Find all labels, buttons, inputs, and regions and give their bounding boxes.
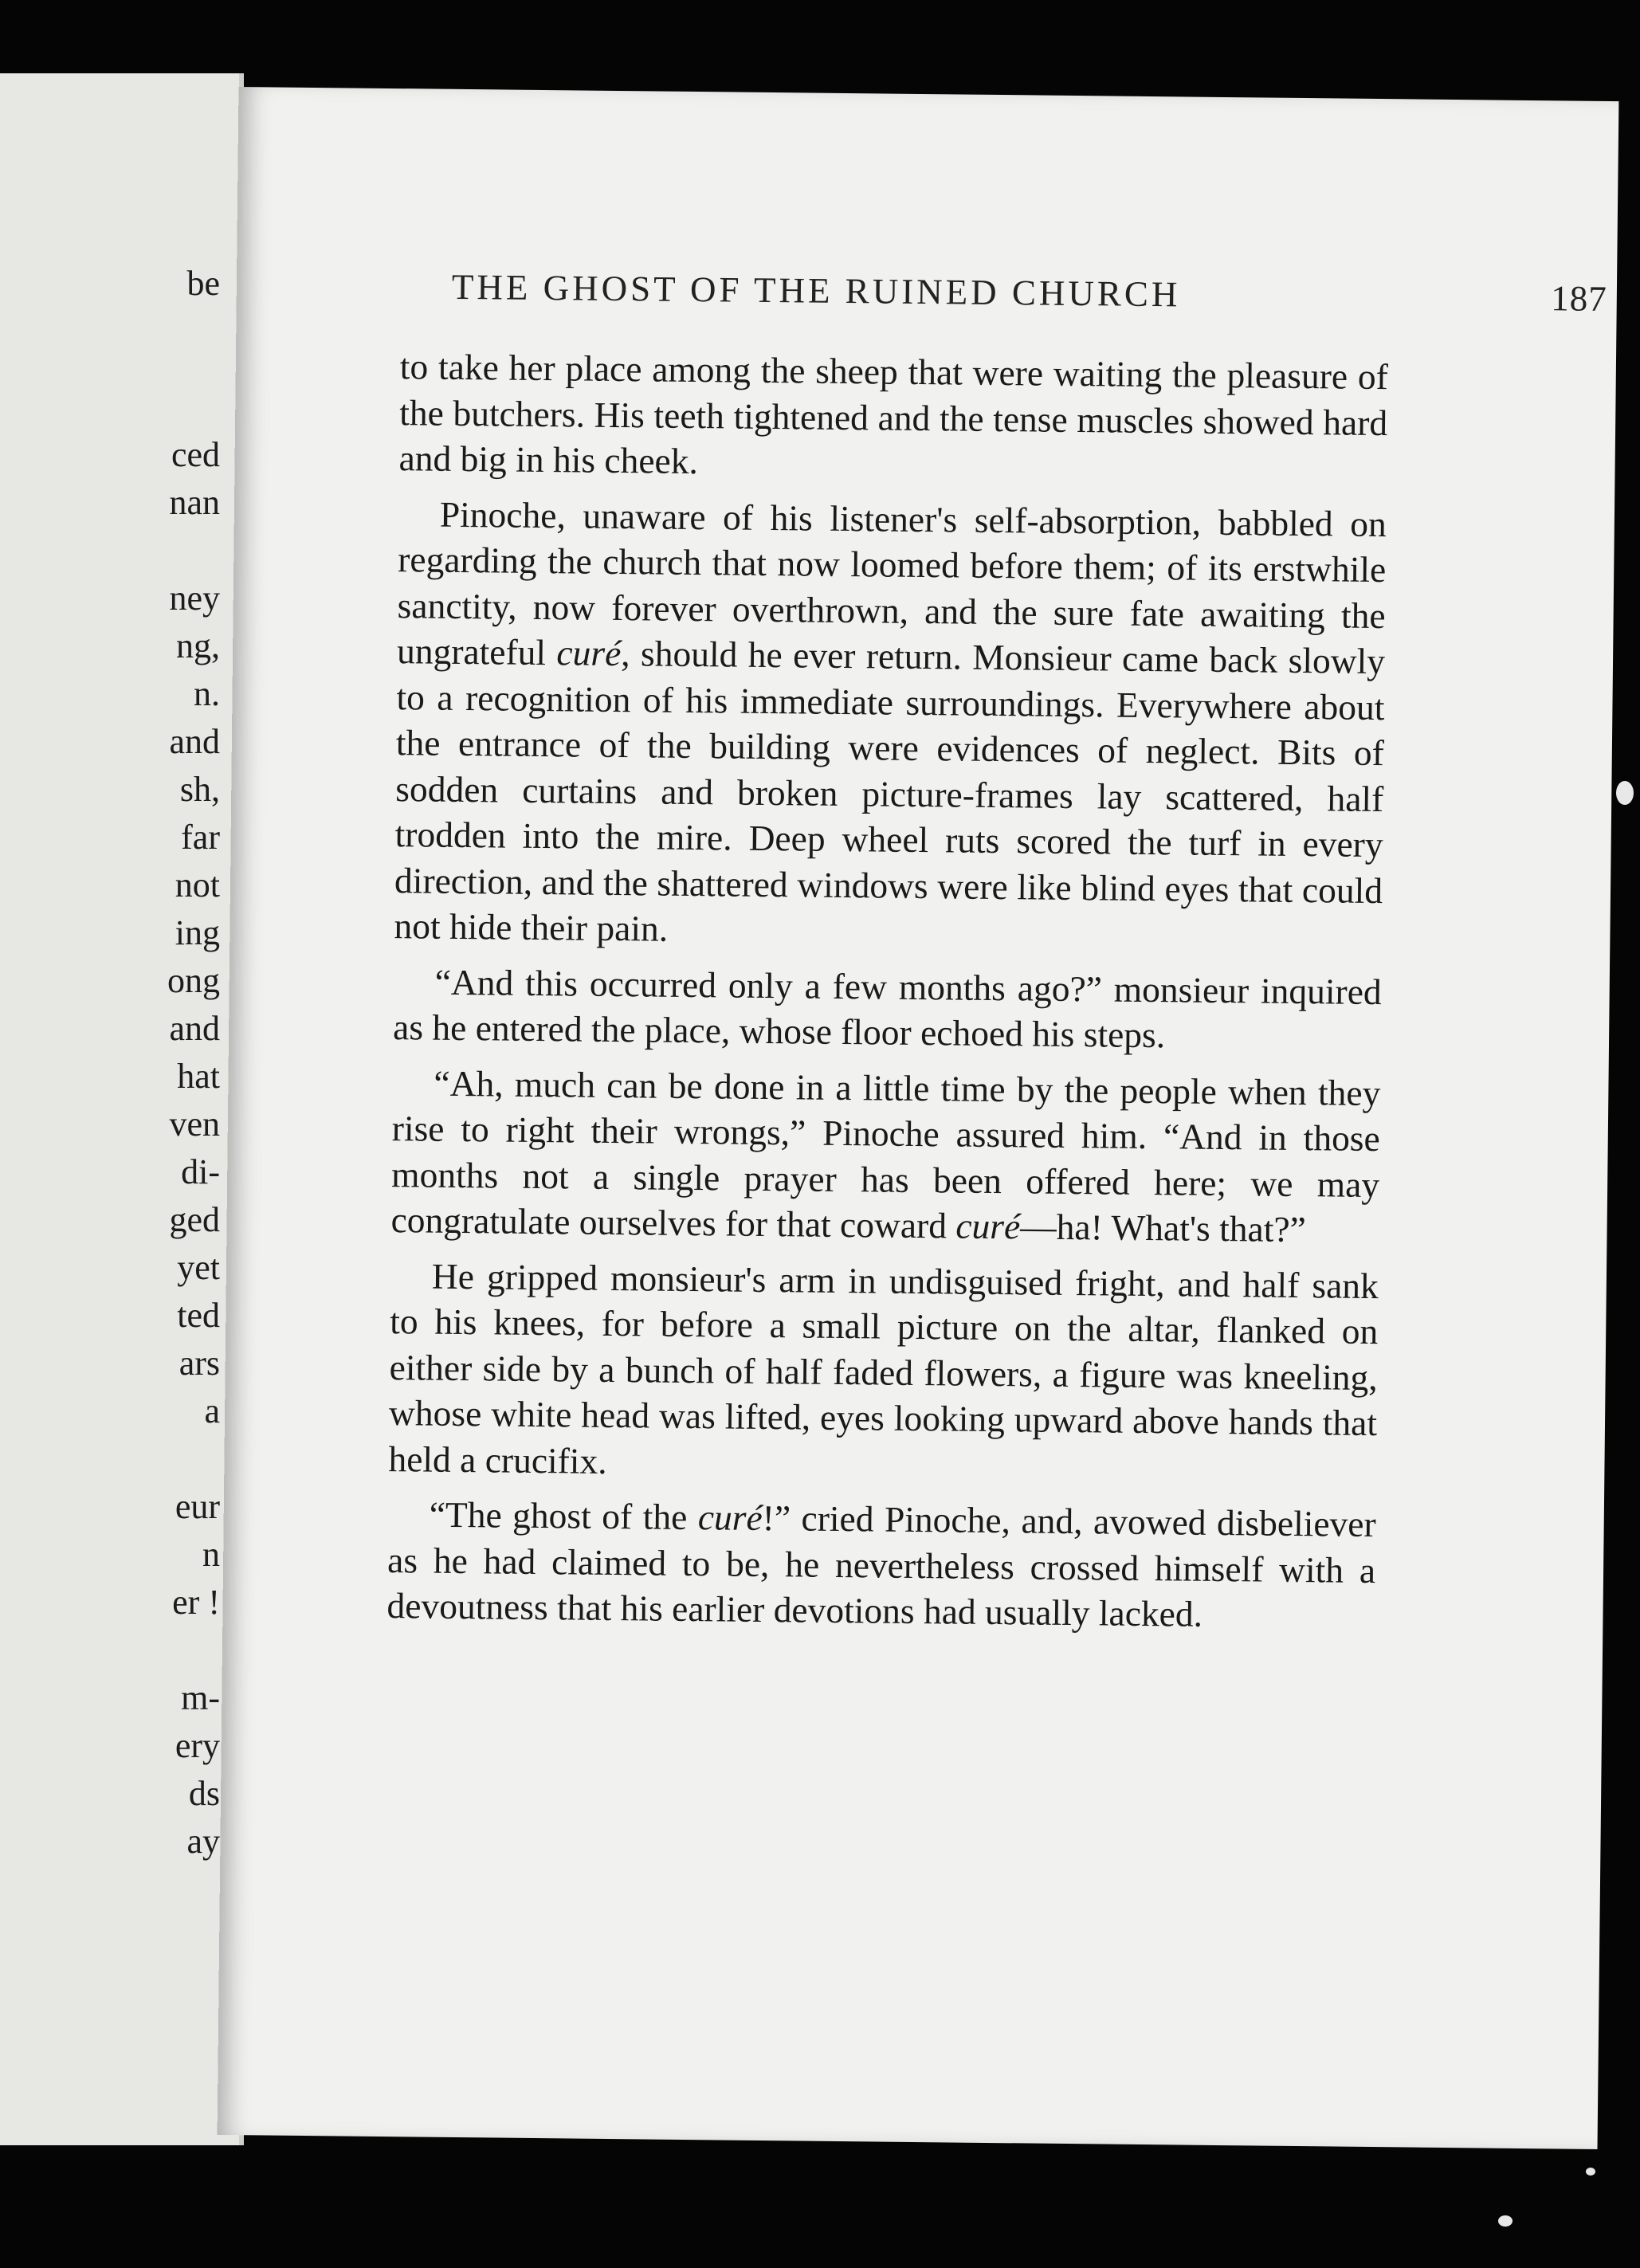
- left-page-fragment: far: [181, 818, 220, 857]
- paragraph: Pinoche, unaware of his listener's self-absorption, babbled on regarding the church that now loomed before them; of its erstwhile sanctity, now forever overthrown, and the sure fate awaiting the ungrateful curé, should he ever return. Monsieur came back slowly to a recognition of his immediate surroundings. Everywhere about the entrance of the building were evidences of neglect. Bits of sodden curtains and broken picture-frames lay scattered, half trodden into the mire. Deep wheel ruts scored the turf in every direction, and the shattered windows were like blind eyes that could not hide their pain.: [394, 493, 1387, 949]
- book-page: [218, 87, 1619, 2149]
- left-page-fragment: m-: [181, 1678, 220, 1717]
- left-page-fragment: be: [186, 264, 220, 303]
- italic-word: curé: [697, 1497, 763, 1538]
- italic-word: curé: [556, 632, 622, 674]
- left-page-fragment: ven: [169, 1105, 220, 1144]
- left-page-fragment: ing: [175, 913, 220, 952]
- left-page-fragment: ds: [188, 1774, 220, 1813]
- left-page-fragment: er !: [172, 1583, 220, 1622]
- left-page-fragment: not: [175, 865, 220, 904]
- scan-speck: [1498, 2215, 1512, 2227]
- left-page-fragment: di-: [181, 1152, 220, 1191]
- left-page-fragment: sh,: [179, 770, 220, 809]
- left-page-fragment: yet: [177, 1248, 220, 1287]
- left-page-fragment: and: [169, 722, 220, 761]
- paragraph: “Ah, much can be done in a little time by the people when they rise to right their wrongs,” Pinoche assured him. “And in those months not a single prayer has been offered here; we may congratulate ourselves for that coward curé—ha! What's that?”: [390, 1062, 1381, 1250]
- running-head: [452, 266, 1607, 320]
- running-head-title: THE GHOST OF THE RUINED CHURCH: [451, 266, 1181, 315]
- left-page-fragment: and: [169, 1009, 220, 1048]
- scan-speck: [1586, 2168, 1595, 2176]
- italic-word: curé: [955, 1205, 1021, 1247]
- page-number: 187: [1551, 278, 1608, 319]
- left-page-fragment: ars: [179, 1344, 220, 1383]
- paragraph: “The ghost of the curé!” cried Pinoche, and, avowed disbeliever as he had claimed to be, he nevertheless crossed himself with a devoutness that his earlier devotions had usually lacked.: [386, 1493, 1376, 1634]
- left-page-fragment: ng,: [176, 626, 220, 665]
- paragraph: He gripped monsieur's arm in undisguised fright, and half sank to his knees, for before a small picture on the altar, flanked on either side by a bunch of half faded flowers, a figure was kneeling, whose white head was lifted, eyes looking upward above hands that held a crucifix.: [388, 1255, 1379, 1481]
- left-page-fragment: hat: [177, 1057, 220, 1096]
- previous-page-edge: [0, 73, 244, 2145]
- body-text: [386, 343, 1388, 1638]
- left-page-fragment: ney: [169, 579, 220, 618]
- paragraph: “And this occurred only a few months ago?” monsieur inquired as he entered the place, whose floor echoed his steps.: [392, 961, 1382, 1056]
- left-page-fragment: n.: [194, 674, 220, 713]
- scan-speck: [1616, 781, 1634, 805]
- paragraph: to take her place among the sheep that were waiting the pleasure of the butchers. His teeth tightened and the tense muscles showed hard and big in his cheek.: [398, 346, 1389, 482]
- left-page-fragment: ay: [186, 1822, 220, 1861]
- left-page-fragment: ged: [169, 1200, 220, 1239]
- left-page-fragment: nan: [169, 483, 220, 522]
- left-page-fragment: a: [204, 1391, 220, 1430]
- left-page-fragment: ong: [167, 961, 220, 1000]
- left-page-fragment: n: [202, 1535, 220, 1574]
- left-page-fragment: ced: [171, 435, 220, 474]
- left-page-fragment: eur: [175, 1487, 220, 1526]
- left-page-fragment: ted: [177, 1296, 220, 1335]
- left-page-fragment: ery: [175, 1726, 220, 1765]
